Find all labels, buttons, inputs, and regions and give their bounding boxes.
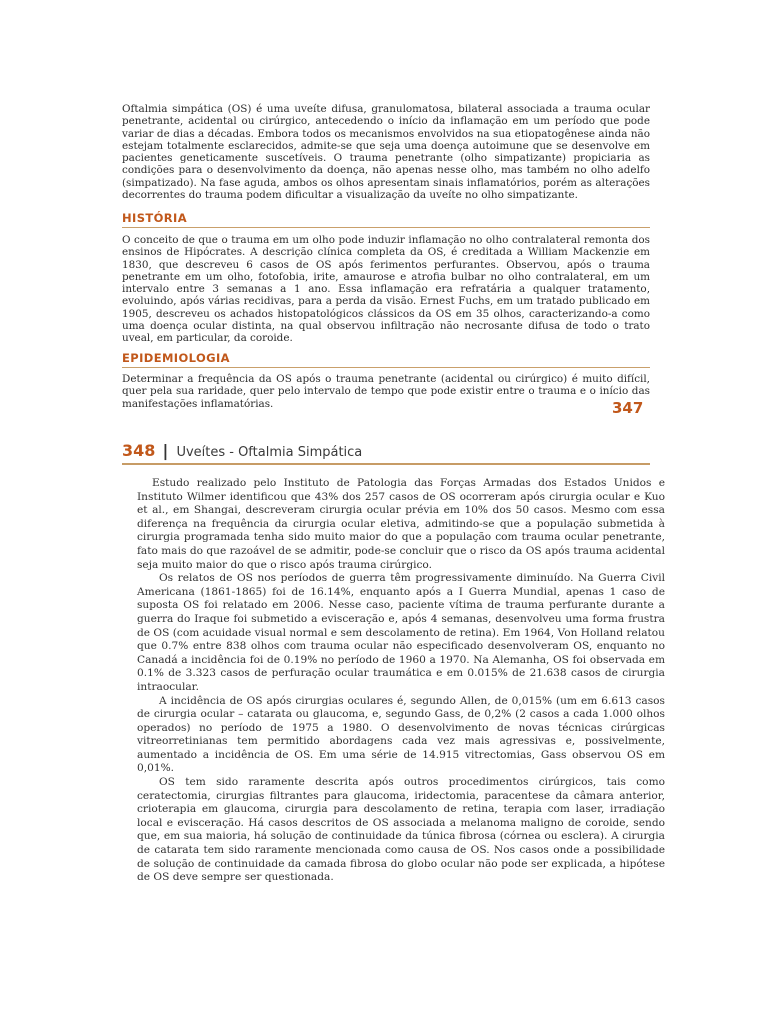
section-heading-historia: HISTÓRIA	[122, 211, 188, 225]
body-paragraph-3: A incidência de OS após cirurgias oculares é, segundo Allen, de 0,015% (um em 6.613 casos de cirurgia ocular – catarata ou glaucoma, e, segundo Gass, de 0,2% (2 casos a cada 1.000 olhos operados) no período de 1975 a 1980. O desenvolvimento de novas técnicas cirúrgicas vitreorretinianas tem permitido abordagens cada vez mais agressivas e, possivelmente, aumentado a incidência de OS. Em uma série de 14.915 vitrectomias, Gass observou OS em 0,01%.	[137, 694, 665, 775]
epidemiologia-paragraph: Determinar a frequência da OS após o trauma penetrante (acidental ou cirúrgico) é muito difícil, quer pela sua raridade, quer pelo intervalo de tempo que pode existir entre o trauma e o início das manifestações inflamatórias.	[122, 373, 650, 410]
section-rule-historia	[122, 227, 650, 228]
running-header	[122, 441, 362, 460]
intro-paragraph: Oftalmia simpática (OS) é uma uveíte difusa, granulomatosa, bilateral associada a trauma ocular penetrante, acidental ou cirúrgico, antecedendo o início da inflamação em um período que pode variar de dias a décadas. Embora todos os mecanismos envolvidos na sua etiopatogênese ainda não estejam totalmente esclarecidos, admite-se que seja uma doença autoimune que se desenvolve em pacientes geneticamente suscetíveis. O trauma penetrante (olho simpatizante) propiciaria as condições para o desenvolvimento da doença, não apenas nesse olho, mas também no olho adelfo (simpatizado). Na fase aguda, ambos os olhos apresentam sinais inflamatórios, porém as alterações decorrentes do trauma podem dificultar a visualização da uveíte no olho simpatizante.	[122, 103, 650, 202]
header-rule	[122, 463, 650, 465]
section-rule-epidemiologia	[122, 367, 650, 368]
body-paragraph-1: Estudo realizado pelo Instituto de Patologia das Forças Armadas dos Estados Unidos e Instituto Wilmer identificou que 43% dos 257 casos de OS ocorreram após cirurgia ocular e Kuo et al., em Shangai, descreveram cirurgia ocular prévia em 10% dos 50 casos. Mesmo com essa diferença na frequência da cirurgia ocular eletiva, admitindo-se que a população submetida à cirurgia programada tenha sido muito maior do que a população com trauma ocular penetrante, fato mais do que razoável de se admitir, pode-se concluir que o risco da OS após trauma acidental seja muito maior do que o risco após trauma cirúrgico.	[137, 477, 665, 571]
historia-paragraph: O conceito de que o trauma em um olho pode induzir inflamação no olho contralateral remonta dos ensinos de Hipócrates. A descrição clínica completa da OS, é creditada a William Mackenzie em 1830, que descreveu 6 casos de OS após ferimentos perfurantes. Observou, após o trauma penetrante em um olho, fotofobia, irite, amaurose e atrofia bulbar no olho contralateral, em um intervalo entre 3 semanas a 1 ano. Essa inflamação era refratária a qualquer tratamento, evoluindo, após várias recidivas, para a perda da visão. Ernest Fuchs, em um tratado publicado em 1905, descreveu os achados histopatológicos clássicos da OS em 35 olhos, caracterizando-a como uma doença ocular distinta, na qual observou infiltração não necrosante difusa de todo o trato uveal, em particular, da coroide.	[122, 234, 650, 345]
body-text	[137, 477, 665, 885]
body-paragraph-2: Os relatos de OS nos períodos de guerra têm progressivamente diminuído. Na Guerra Civil Americana (1861-1865) foi de 16.14%, enquanto após a I Guerra Mundial, apenas 1 caso de suposta OS foi relatado em 2006. Nesse caso, paciente vítima de trauma perfurante durante a guerra do Iraque foi submetido a evisceração e, após 4 semanas, desenvolveu uma forma frustra de OS (com acuidade visual normal e sem descolamento de retina). Em 1964, Von Holland relatou que 0.7% entre 838 olhos com trauma ocular não especificado desenvolveram OS, enquanto no Canadá a incidência foi de 0.19% no período de 1960 a 1970. Na Alemanha, OS foi observada em 0.1% de 3.323 casos de perfuração ocular traumática e em 0.015% de 21.638 casos de cirurgia intraocular.	[137, 572, 665, 693]
header-separator: |	[162, 441, 169, 460]
page-number-348: 348	[122, 441, 156, 460]
section-heading-epidemiologia: EPIDEMIOLOGIA	[122, 351, 230, 365]
header-title: Uveítes - Oftalmia Simpática	[176, 445, 363, 460]
body-paragraph-4: OS tem sido raramente descrita após outros procedimentos cirúrgicos, tais como ceratectomia, cirurgias filtrantes para glaucoma, iridectomia, paracentese da câmara anterior, crioterapia em glaucoma, cirurgia para descolamento de retina, terapia com laser, irradiação local e evisceração. Há casos descritos de OS associada a melanoma maligno de coroide, sendo que, em sua maioria, há solução de continuidade da túnica fibrosa (córnea ou esclera). A cirurgia de catarata tem sido raramente mencionada como causa de OS. Nos casos onde a possibilidade de solução de continuidade da camada fibrosa do globo ocular não pode ser explicada, a hipótese de OS deve sempre ser questionada.	[137, 776, 665, 884]
page-number-347: 347	[612, 399, 644, 417]
